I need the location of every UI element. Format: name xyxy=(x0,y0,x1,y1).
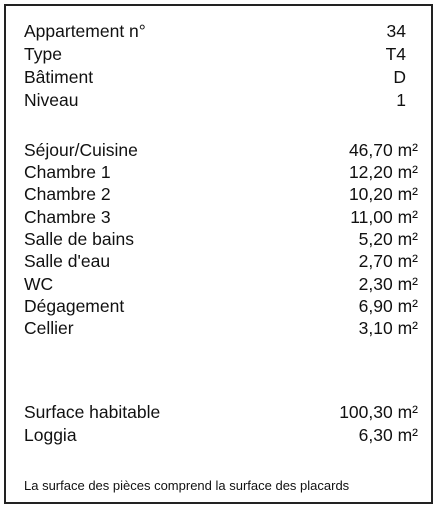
total-row-loggia xyxy=(24,424,418,446)
room-label: Dégagement xyxy=(24,296,125,316)
room-surface: 6,90 m² xyxy=(358,296,418,316)
info-row-building xyxy=(24,66,418,88)
room-label: Chambre 3 xyxy=(24,207,111,227)
info-row-level xyxy=(24,89,418,111)
room-row xyxy=(24,295,418,317)
room-surface: 12,20 m² xyxy=(348,162,418,182)
total-row-living-area xyxy=(24,401,418,423)
info-label: Type xyxy=(24,44,62,64)
room-surface: 2,30 m² xyxy=(358,274,418,294)
room-surface: 5,20 m² xyxy=(358,229,418,249)
total-label: Loggia xyxy=(24,425,77,445)
room-surface: 3,10 m² xyxy=(358,318,418,338)
total-label: Surface habitable xyxy=(24,402,161,422)
room-row xyxy=(24,183,418,205)
room-row xyxy=(24,250,418,272)
room-surface: 10,20 m² xyxy=(348,184,418,204)
room-row xyxy=(24,228,418,250)
info-value: 1 xyxy=(396,90,406,110)
info-row-apartment-number xyxy=(24,20,418,42)
total-surface: 6,30 m² xyxy=(358,425,418,445)
room-row xyxy=(24,273,418,295)
room-label: Chambre 1 xyxy=(24,162,111,182)
room-label: Séjour/Cuisine xyxy=(24,140,138,160)
room-row xyxy=(24,206,418,228)
room-surface: 11,00 m² xyxy=(350,207,418,227)
room-label: Salle de bains xyxy=(24,229,134,249)
info-label: Appartement n° xyxy=(24,21,146,41)
room-surface: 2,70 m² xyxy=(358,251,418,271)
info-value: D xyxy=(393,67,406,87)
apartment-surface-table xyxy=(4,4,433,504)
room-label: WC xyxy=(24,274,54,294)
room-row xyxy=(24,317,418,339)
info-row-type xyxy=(24,43,418,65)
room-label: Cellier xyxy=(24,318,74,338)
footnote: La surface des pièces comprend la surface des placards xyxy=(24,478,350,493)
info-label: Bâtiment xyxy=(24,67,94,87)
info-value: T4 xyxy=(385,44,406,64)
room-row xyxy=(24,161,418,183)
info-label: Niveau xyxy=(24,90,79,110)
info-value: 34 xyxy=(386,21,406,41)
room-label: Salle d'eau xyxy=(24,251,111,271)
total-surface: 100,30 m² xyxy=(339,402,418,422)
room-row xyxy=(24,139,418,161)
room-label: Chambre 2 xyxy=(24,184,111,204)
room-surface: 46,70 m² xyxy=(348,140,418,160)
